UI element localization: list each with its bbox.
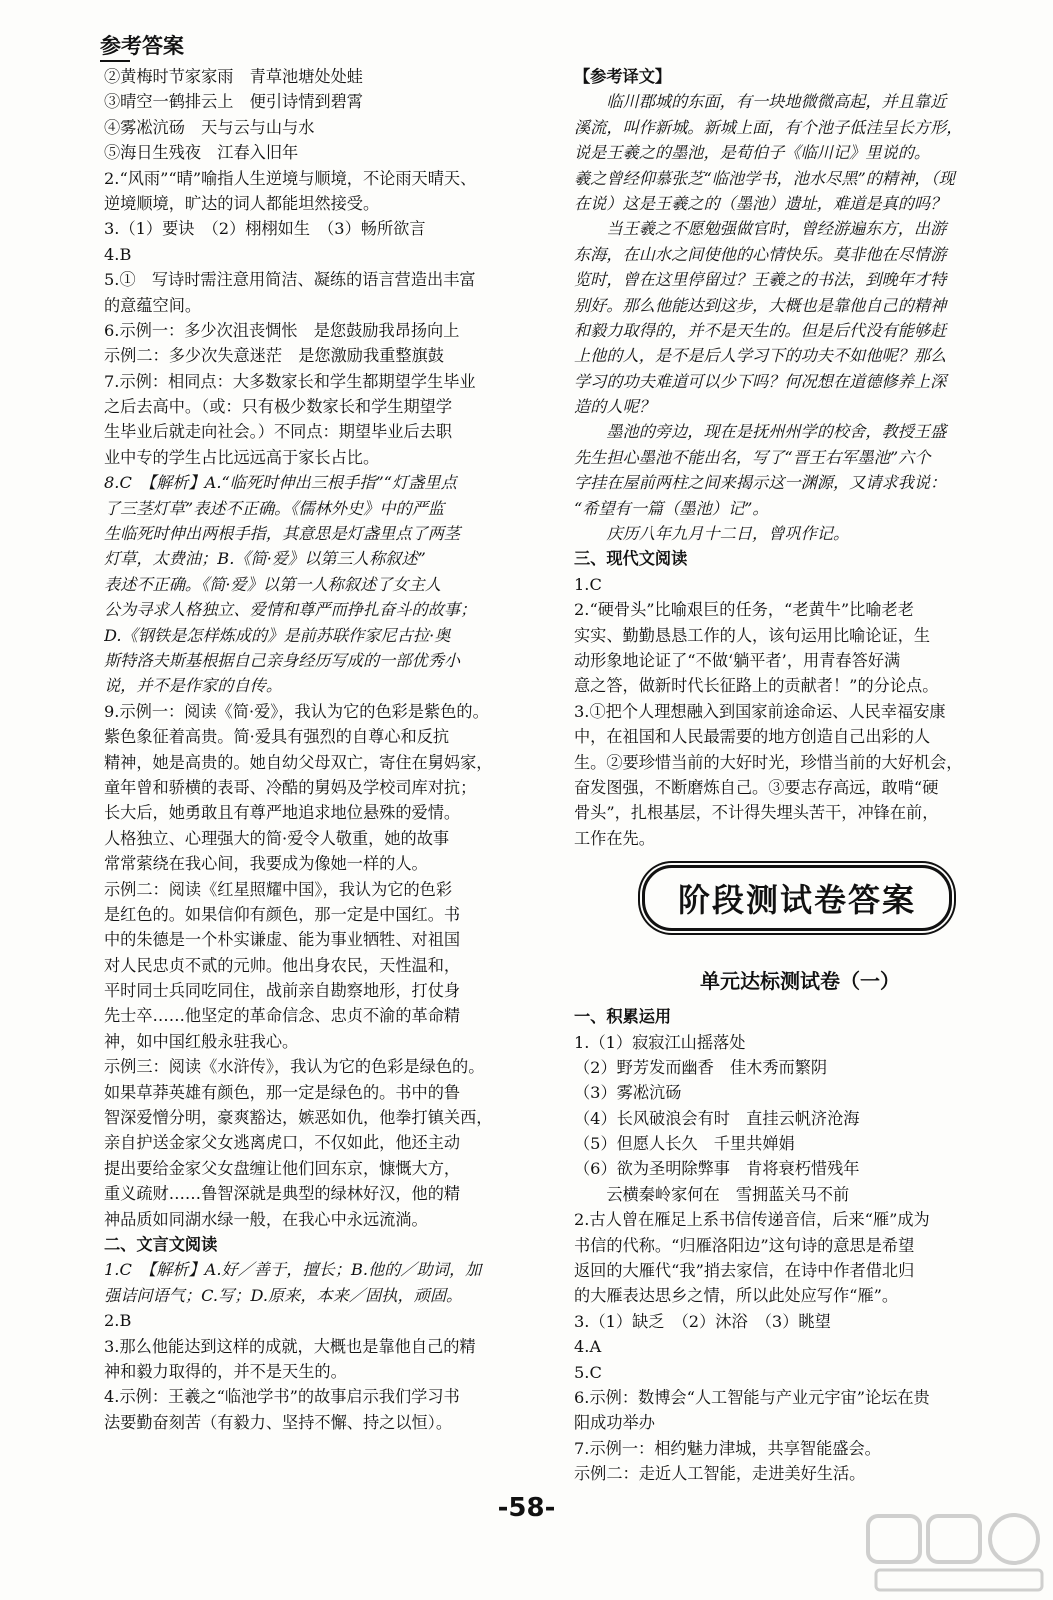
- left-column-line: 业中专的学生占比远远高于家长占比。: [104, 447, 380, 467]
- left-column-line: 表述不正确。《简·爱》以第一人称叙述了女主人: [104, 574, 441, 594]
- left-column-line: 6.示例一：多少次沮丧惆怅 是您鼓励我昂扬向上: [104, 320, 460, 340]
- left-column-line: ④雾凇沆砀 天与云与山与水: [104, 117, 315, 137]
- left-column-line: 生毕业后就走向社会。）不同点：期望毕业后去职: [104, 422, 453, 442]
- left-column-line: 重义疏财……鲁智深就是典型的绿林好汉，他的精: [104, 1184, 461, 1204]
- left-column-line: 二、文言文阅读: [104, 1234, 218, 1254]
- left-column-line: 8.C 【解析】A.“临死时伸出三根手指”“灯盏里点: [104, 473, 457, 493]
- right-column-bottom-line: 返回的大雁代“我”捎去家信，在诗中作者借北归: [574, 1261, 915, 1281]
- left-column-line: 之后去高中。（或：只有极少数家长和学生期望学: [104, 397, 453, 417]
- left-column-line: 生临死时伸出两根手指，其意思是灯盏里点了两茎: [104, 524, 461, 544]
- right-column-top-line: 在说）这是王羲之的（墨池）遗址，难道是真的吗？: [574, 193, 947, 213]
- left-column-line: 平时同士兵同吃同住，战前亲自勘察地形，打仗身: [104, 981, 461, 1001]
- left-column-line: 如果草莽英雄有颜色，那一定是绿色的。书中的鲁: [104, 1082, 461, 1102]
- right-column-top-line: 中，在祖国和人民最需要的地方创造自己出彩的人: [574, 727, 931, 747]
- right-column-top-line: 工作在先。: [574, 828, 655, 848]
- right-column-bottom-line: 书信的代称。“归雁洛阳边”这句诗的意思是希望: [574, 1235, 915, 1255]
- left-column-line: 童年曾和骄横的表哥、冷酷的舅妈及学校司库对抗；: [104, 777, 477, 797]
- right-column-top: [574, 64, 1026, 851]
- right-column-bottom-line: 示例二：走近人工智能，走进美好生活。: [574, 1464, 866, 1484]
- left-column-line: 神和毅力取得的，并不是天生的。: [104, 1361, 347, 1381]
- right-column-top-line: 字挂在屋前两柱之间来揭示这一渊源，又请求我说：: [574, 473, 947, 493]
- left-column-line: 7.示例：相同点：大多数家长和学生都期望学生毕业: [104, 371, 476, 391]
- right-column-bottom-line: （5）但愿人长久 千里共婵娟: [574, 1134, 795, 1154]
- left-column-line: 神，如中国红般永驻我心。: [104, 1031, 299, 1051]
- right-column-bottom: [574, 1004, 1026, 1486]
- left-column-line: 2.“风雨”“晴”喻指人生逆境与顺境，不论雨天晴天、: [104, 168, 477, 188]
- unit-test-title: 单元达标测试卷（一）: [700, 969, 900, 994]
- left-column-line: 法要勤奋刻苦（有毅力、坚持不懈、持之以恒）。: [104, 1412, 453, 1432]
- right-column-bottom-line: 6.示例：数博会“人工智能与产业元宇宙”论坛在贵: [574, 1387, 930, 1407]
- left-column-line: 9.示例一：阅读《简·爱》，我认为它的色彩是紫色的。: [104, 701, 489, 721]
- right-column-top-line: 先生担心墨池不能出名，写了“晋王右军墨池”六个: [574, 447, 931, 467]
- left-column-line: 3.（1）要诀 （2）栩栩如生 （3）畅所欲言: [104, 219, 426, 239]
- left-column-line: 4.示例：王羲之“临池学书”的故事启示我们学习书: [104, 1387, 460, 1407]
- left-column-line: 3.那么他能达到这样的成就，大概也是靠他自己的精: [104, 1336, 476, 1356]
- left-column-line: 神品质如同湖水绿一般，在我心中永远流淌。: [104, 1209, 428, 1229]
- left-column-line: ②黄梅时节家家雨 青草池塘处处蛙: [104, 67, 363, 86]
- right-column-bottom-line: 阳成功举办: [574, 1413, 655, 1433]
- left-column-line: D.《钢铁是怎样炼成的》是前苏联作家尼古拉·奥: [104, 625, 451, 645]
- right-column-bottom-line: 7.示例一：相约魅力津城，共享智能盛会。: [574, 1438, 881, 1458]
- right-column-top-line: 骨头”，扎根基层，不计得失埋头苦干，冲锋在前，: [574, 803, 939, 823]
- right-column-bottom-line: 一、积累运用: [574, 1007, 672, 1027]
- right-column-bottom-line: 4.A: [574, 1337, 602, 1357]
- left-column-line: 灯草，太费油；B.《简·爱》以第三人称叙述”: [104, 549, 426, 569]
- left-column-line: 智深爱憎分明，豪爽豁达，嫉恶如仇，他拳打镇关西，: [104, 1108, 493, 1128]
- right-column-top-line: 奋发图强，不断磨炼自己。③要志存高远，敢啃“硬: [574, 777, 939, 797]
- right-column-bottom-line: 2.古人曾在雁足上系书信传递音信，后来“雁”成为: [574, 1210, 930, 1230]
- right-column-top-line: 实实、勤勤恳恳工作的人，该句运用比喻论证，生: [574, 625, 931, 645]
- right-column-top-line: 和毅力取得的，并不是天生的。但是后代没有能够赶: [574, 320, 947, 340]
- left-column-line: 强诘问语气；C.写；D.原来，本来／固执，顽固。: [104, 1285, 463, 1305]
- watermark-logo: [862, 1510, 1052, 1595]
- right-column-top-line: 览时，曾在这里停留过？王羲之的书法，到晚年才特: [574, 270, 947, 290]
- right-column: [574, 64, 1026, 1487]
- left-column-line: 精神，她是高贵的。她自幼父母双亡，寄住在舅妈家，: [104, 752, 493, 772]
- right-column-top-line: 庆历八年九月十二日，曾巩作记。: [574, 524, 850, 544]
- left-column-line: 亲自护送金家父女逃离虎口，不仅如此，他还主动: [104, 1133, 461, 1153]
- left-column-line: 逆境顺境，旷达的词人都能坦然接受。: [104, 193, 380, 213]
- right-column-bottom-line: （6）欲为圣明除弊事 肯将衰朽惜残年: [574, 1159, 860, 1179]
- right-column-top-line: 学习的功夫难道可以少下吗？何况想在道德修养上深: [574, 371, 947, 391]
- stage-test-title: 阶段测试卷答案: [642, 865, 952, 931]
- left-column-line: 1.C 【解析】A.好／善于，擅长；B.他的／助词，加: [104, 1260, 482, 1280]
- right-column-top-line: 墨池的旁边，现在是抚州州学的校舍，教授王盛: [574, 422, 947, 442]
- left-column-line: 示例三：阅读《水浒传》，我认为它的色彩是绿色的。: [104, 1057, 485, 1077]
- left-column-line: 人格独立、心理强大的简·爱令人敬重，她的故事: [104, 828, 450, 848]
- right-column-bottom-line: （4）长风破浪会有时 直挂云帆济沧海: [574, 1108, 860, 1128]
- left-column-line: 了三茎灯草”表述不正确。《儒林外史》中的严监: [104, 498, 445, 518]
- page-number: -58-: [497, 1493, 556, 1523]
- header-rule: [100, 60, 130, 62]
- right-column-top-line: 东海，在山水之间使他的心情快乐。莫非他在尽情游: [574, 244, 947, 264]
- right-column-top-line: 生。②要珍惜当前的大好时光，珍惜当前的大好机会，: [574, 752, 963, 772]
- left-column-line: 2.B: [104, 1311, 132, 1331]
- left-column-line: 斯特洛夫斯基根据自己亲身经历写成的一部优秀小: [104, 650, 461, 670]
- right-column-bottom-line: （2）野芳发而幽香 佳木秀而繁阴: [574, 1057, 828, 1077]
- left-column-line: 先士卒……他坚定的革命信念、忠贞不渝的革命精: [104, 1006, 461, 1026]
- left-column-line: 说，并不是作家的自传。: [104, 676, 283, 696]
- left-column-line: 是红色的。如果信仰有颜色，那一定是中国红。书: [104, 904, 461, 924]
- right-column-top-line: 羲之曾经仰慕张芝“临池学书，池水尽黑”的精神，（现: [574, 168, 955, 188]
- left-column-line: 紫色象征着高贵。简·爱具有强烈的自尊心和反抗: [104, 727, 450, 747]
- right-column-top-line: 临川郡城的东面，有一块地微微高起，并且靠近: [574, 92, 947, 112]
- left-column-line: 4.B: [104, 244, 132, 264]
- right-column-top-line: 【参考译文】: [574, 67, 672, 86]
- right-column-top-line: 上他的人，是不是后人学习下的功夫不如他呢？那么: [574, 346, 947, 366]
- left-column-line: 示例二：多少次失意迷茫 是您激励我重整旗鼓: [104, 346, 444, 366]
- right-column-bottom-line: 3.（1）缺乏 （2）沐浴 （3）眺望: [574, 1311, 831, 1331]
- left-column-line: ⑤海日生残夜 江春入旧年: [104, 143, 299, 163]
- right-column-bottom-line: 1.（1）寂寂江山摇落处: [574, 1032, 746, 1052]
- right-column-bottom-line: （3）雾凇沆砀: [574, 1083, 682, 1103]
- right-column-top-line: 动形象地论证了“不做‘躺平者’，用青春答好满: [574, 650, 901, 670]
- page-header: 参考答案: [100, 34, 184, 58]
- left-column-line: 常常萦绕在我心间，我要成为像她一样的人。: [104, 854, 428, 874]
- right-column-top-line: 当王羲之不愿勉强做官时，曾经游遍东方，出游: [574, 219, 947, 239]
- left-column-line: 5.① 写诗时需注意用简洁、凝练的语言营造出丰富: [104, 270, 476, 290]
- right-column-bottom-line: 云横秦岭家何在 雪拥蓝关马不前: [574, 1184, 850, 1204]
- left-column-line: 长大后，她勇敢且有尊严地追求地位悬殊的爱情。: [104, 803, 461, 823]
- right-column-top-line: 三、现代文阅读: [574, 549, 688, 569]
- right-column-top-line: 溪流，叫作新城。新城上面，有个池子低洼呈长方形，: [574, 117, 963, 137]
- right-column-top-line: 意之答，做新时代长征路上的贡献者！”的分论点。: [574, 676, 939, 696]
- left-column-line: 对人民忠贞不贰的元帅。他出身农民，天性温和，: [104, 955, 461, 975]
- left-column-line: 提出要给金家父女盘缠让他们回东京，慷慨大方，: [104, 1158, 461, 1178]
- right-column-top-line: 2.“硬骨头”比喻艰巨的任务，“老黄牛”比喻老老: [574, 600, 914, 620]
- left-column-line: 的意蕴空间。: [104, 295, 202, 315]
- right-column-top-line: 别好。那么他能达到这步，大概也是靠他自己的精神: [574, 295, 947, 315]
- left-column-line: 中的朱德是一个朴实谦虚、能为事业牺牲、对祖国: [104, 930, 461, 950]
- right-column-top-line: “希望有一篇（墨池）记”。: [574, 498, 769, 518]
- right-column-bottom-line: 5.C: [574, 1362, 602, 1382]
- left-column-line: 示例二：阅读《红星照耀中国》，我认为它的色彩: [104, 879, 453, 899]
- right-column-bottom-line: 的大雁表达思乡之情，所以此处应写作“雁”。: [574, 1286, 899, 1306]
- right-column-top-line: 说是王羲之的墨池，是荀伯子《临川记》里说的。: [574, 143, 931, 163]
- left-column-line: 公为寻求人格独立、爱情和尊严而挣扎奋斗的故事；: [104, 600, 477, 620]
- right-column-top-line: 1.C: [574, 574, 602, 594]
- left-column: [104, 64, 556, 1435]
- right-column-top-line: 3.①把个人理想融入到国家前途命运、人民幸福安康: [574, 701, 946, 721]
- right-column-top-line: 造的人呢？: [574, 397, 655, 417]
- left-column-line: ③晴空一鹤排云上 便引诗情到碧霄: [104, 92, 363, 112]
